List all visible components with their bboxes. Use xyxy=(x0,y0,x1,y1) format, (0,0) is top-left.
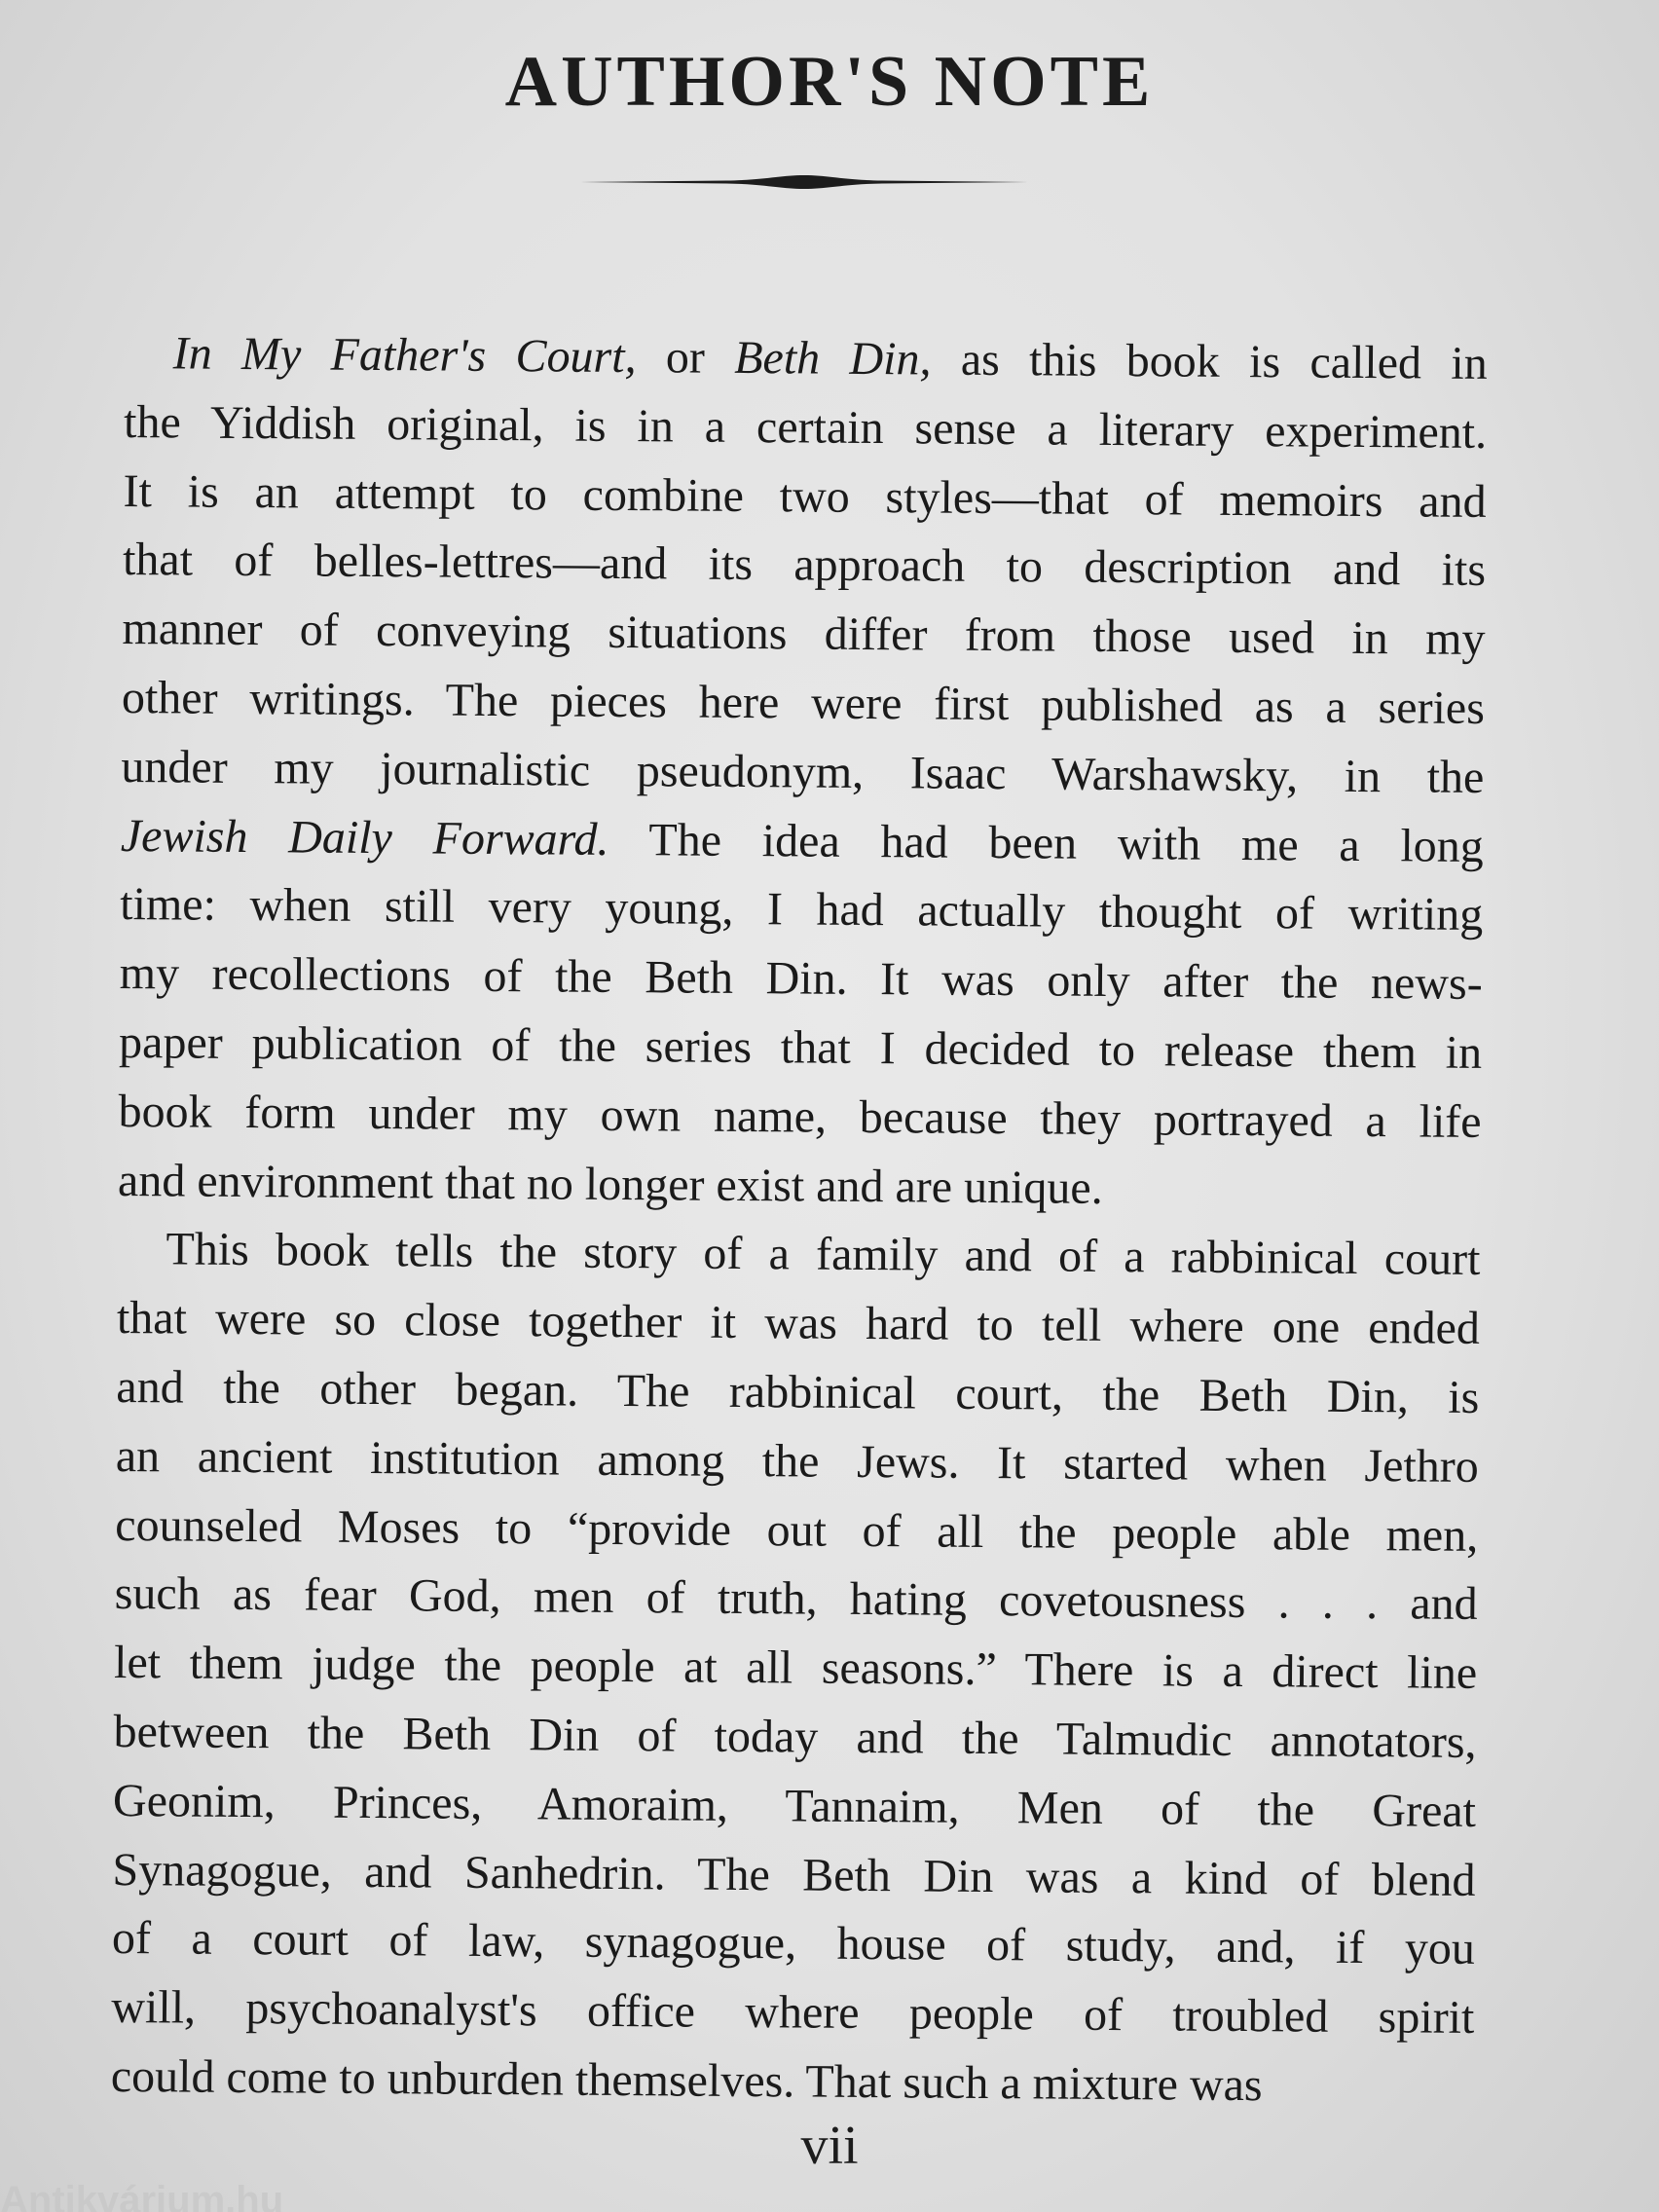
text-line xyxy=(116,1422,1480,1502)
text-segment: of a court of law, synagogue, house of study, and, if you xyxy=(111,1912,1476,1975)
text-segment: the Yiddish original, is in a certain sense a literary experiment. xyxy=(123,395,1488,459)
paragraph xyxy=(111,1215,1481,2121)
text-line xyxy=(113,1767,1477,1847)
text-segment: paper publication of the series that I decided to release them in xyxy=(118,1015,1483,1079)
text-segment: could come to unburden themselves. That such a mixture was xyxy=(110,2049,1263,2112)
paragraph xyxy=(118,319,1488,1226)
text-segment: other writings. The pieces here were first published as a series xyxy=(121,671,1486,734)
text-line xyxy=(113,1698,1477,1778)
text-segment: Geonim, Princes, Amoraim, Tannaim, Men of the Great xyxy=(112,1774,1477,1837)
text-line xyxy=(122,595,1486,675)
text-line xyxy=(118,1078,1482,1158)
text-segment: book form under my own name, because they portrayed a life xyxy=(118,1085,1482,1148)
text-line xyxy=(123,458,1487,537)
text-line xyxy=(111,1973,1475,2053)
text-segment: an ancient institution among the Jews. It started when Jethro xyxy=(115,1429,1479,1493)
text-line xyxy=(123,526,1487,606)
text-line xyxy=(118,1147,1482,1227)
text-segment: between the Beth Din of today and the Talmudic annotators, xyxy=(113,1705,1477,1768)
text-segment: that were so close together it was hard to tell where one ended xyxy=(116,1292,1481,1355)
italic-title-text: Beth Din, xyxy=(734,331,932,386)
italic-title-text: In My Father's Court, xyxy=(172,327,637,384)
text-line xyxy=(117,1215,1481,1295)
text-line xyxy=(121,733,1485,813)
text-line xyxy=(112,1904,1476,1984)
text-line xyxy=(121,802,1485,882)
text-segment: It is an attempt to combine two styles—that of memoirs and xyxy=(123,464,1487,528)
text-line xyxy=(111,2043,1475,2122)
text-line xyxy=(122,664,1486,744)
text-segment: as this book is called in xyxy=(931,333,1488,389)
text-line xyxy=(114,1629,1478,1709)
text-segment: Synagogue, and Sanhedrin. The Beth Din was a kind of blend xyxy=(112,1843,1476,1906)
text-segment: will, psychoanalyst's office where people of troubled spirit xyxy=(111,1981,1475,2045)
text-line xyxy=(116,1353,1480,1433)
text-line xyxy=(114,1560,1478,1640)
text-segment: manner of conveying situations differ from those used in my xyxy=(122,603,1486,666)
text-segment: that of belles-lettres—and its approach to description and its xyxy=(122,534,1487,597)
italic-title-text: Jewish Daily Forward. xyxy=(120,809,609,866)
text-segment: let them judge the people at all seasons.” There is a direct line xyxy=(113,1637,1478,1700)
body-text xyxy=(111,319,1488,2122)
page-title: AUTHOR'S NOTE xyxy=(504,42,1155,122)
text-segment: such as fear God, men of truth, hating covetousness . . . and xyxy=(114,1567,1478,1631)
text-segment: and environment that no longer exist and are unique. xyxy=(117,1154,1103,1214)
text-segment: This book tells the story of a family and of a rabbinical court xyxy=(166,1223,1481,1286)
page-number: vii xyxy=(800,2116,859,2176)
text-line xyxy=(115,1492,1479,1571)
text-line xyxy=(112,1835,1476,1915)
ornamental-rule xyxy=(580,167,1028,197)
text-line xyxy=(124,319,1488,399)
text-segment: counseled Moses to “provide out of all the people able men, xyxy=(115,1498,1479,1562)
text-line xyxy=(117,1284,1481,1364)
text-line xyxy=(119,940,1483,1019)
text-line xyxy=(124,388,1488,468)
text-segment: my recollections of the Beth Din. It was only after the news- xyxy=(119,947,1483,1011)
ornament-line xyxy=(580,175,1028,189)
text-segment: or xyxy=(636,331,735,384)
text-segment: under my journalistic pseudonym, Isaac Warshawsky, in the xyxy=(121,740,1485,803)
text-segment: and the other began. The rabbinical court, the Beth Din, is xyxy=(116,1360,1480,1423)
text-line xyxy=(119,1009,1483,1088)
text-segment: time: when still very young, I had actually thought of writing xyxy=(120,878,1484,941)
watermark: Antikvárium.hu xyxy=(0,2179,284,2212)
text-segment: The idea had been with me a long xyxy=(608,813,1485,872)
text-line xyxy=(120,870,1484,950)
